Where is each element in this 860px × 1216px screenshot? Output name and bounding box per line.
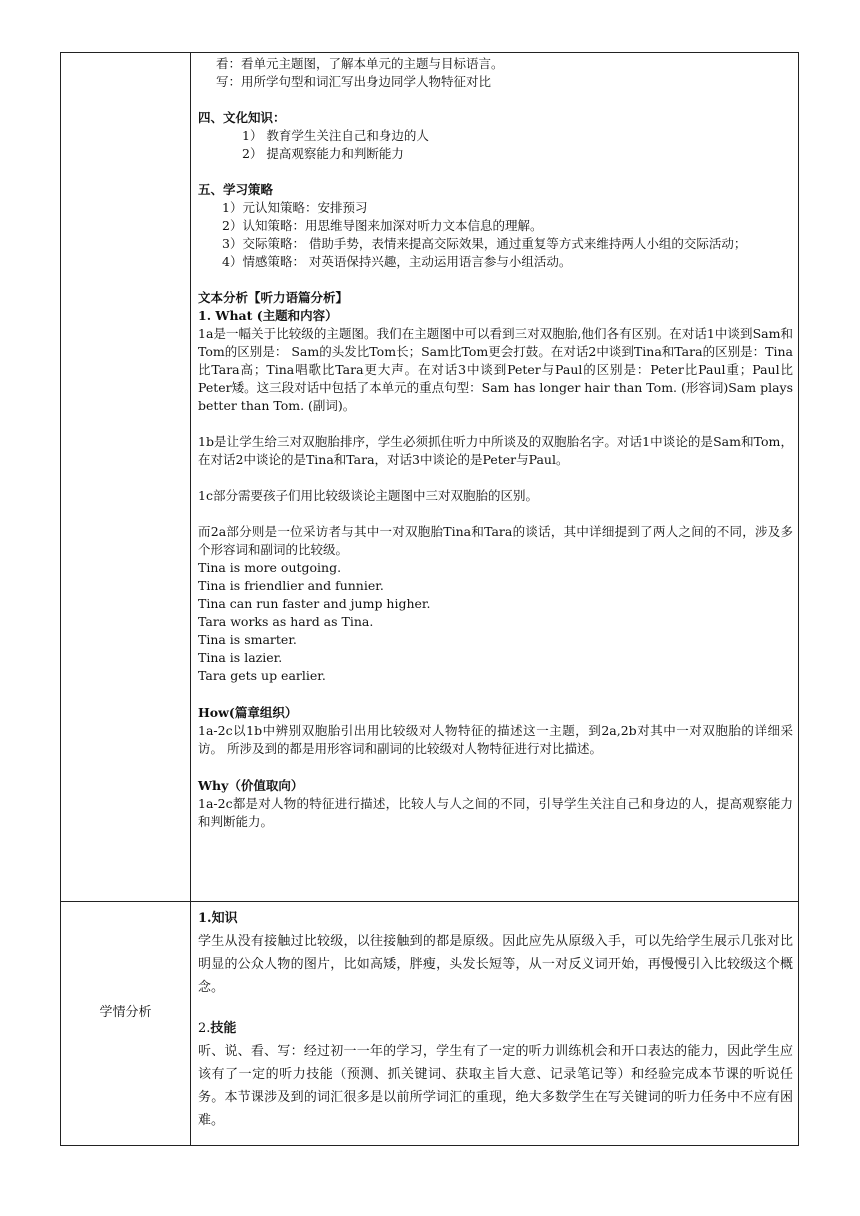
example-sentence: Tina is smarter. bbox=[198, 632, 297, 647]
line-write: 写：用所学句型和词汇写出身边同学人物特征对比 bbox=[216, 74, 492, 89]
lower-content-cell bbox=[198, 907, 793, 1132]
how-heading: How(篇章组织） bbox=[198, 705, 298, 720]
paragraph-2a: 而2a部分则是一位采访者与其中一对双胞胎Tina和Tara的谈话，其中详细提到了两人之间的不同，涉及多个形容词和副词的比较级。 bbox=[198, 524, 793, 557]
why-heading: Why（价值取向） bbox=[198, 778, 304, 793]
row-divider bbox=[61, 901, 798, 902]
culture-item: 1） 教育学生关注自己和身边的人 bbox=[242, 128, 429, 143]
skill-paragraph: 听、说、看、写：经过初一一年的学习，学生有了一定的听力训练机会和开口表达的能力，因此学生应该有了一定的听力技能（预测、抓关键词、获取主旨大意、记录笔记等）和经验完成本节课的听说任务。本节课涉及到的词汇很多是以前所学词汇的重现，绝大多数学生在写关键词的听力任务中不应有困难。 bbox=[198, 1044, 793, 1128]
how-paragraph: 1a-2c以1b中辨别双胞胎引出用比较级对人物特征的描述这一主题，到2a,2b对其中一对双胞胎的详细采访。 所涉及到的都是用形容词和副词的比较级对人物特征进行对比描述。 bbox=[198, 723, 793, 756]
strategy-item: 4）情感策略： 对英语保持兴趣，主动运用语言参与小组活动。 bbox=[222, 254, 572, 269]
analysis-heading: 文本分析【听力语篇分析】 bbox=[198, 290, 349, 305]
line-look: 看：看单元主题图，了解本单元的主题与目标语言。 bbox=[216, 56, 504, 71]
why-paragraph: 1a-2c都是对人物的特征进行描述，比较人与人之间的不同，引导学生关注自己和身边的人，提高观察能力和判断能力。 bbox=[198, 796, 793, 829]
skill-heading bbox=[198, 1017, 793, 1040]
what-heading: 1. What (主题和内容） bbox=[198, 308, 338, 323]
culture-item: 2） 提高观察能力和判断能力 bbox=[242, 146, 404, 161]
example-sentence: Tina is more outgoing. bbox=[198, 560, 342, 575]
knowledge-heading: 1.知识 bbox=[198, 911, 238, 926]
example-sentence: Tina can run faster and jump higher. bbox=[198, 596, 431, 611]
example-sentence: Tara gets up earlier. bbox=[198, 668, 326, 683]
strategy-item: 1）元认知策略：安排预习 bbox=[222, 200, 368, 215]
example-sentence: Tara works as hard as Tina. bbox=[198, 614, 374, 629]
paragraph-1b: 1b是让学生给三对双胞胎排序，学生必须抓住听力中所谈及的双胞胎名字。对话1中谈论的是Sam和Tom，在对话2中谈论的是Tina和Tara，对话3中谈论的是Peter与Paul。 bbox=[198, 434, 793, 467]
lesson-plan-table bbox=[60, 52, 799, 1146]
upper-content-cell bbox=[198, 55, 793, 831]
skill-heading-text: 技能 bbox=[210, 1021, 237, 1036]
example-sentence: Tina is lazier. bbox=[198, 650, 283, 665]
column-divider bbox=[190, 53, 191, 1145]
culture-heading: 四、文化知识： bbox=[198, 110, 286, 125]
strategy-item: 3）交际策略： 借助手势，表情来提高交际效果，通过重复等方式来维持两人小组的交际活动； bbox=[222, 236, 747, 251]
paragraph-1c: 1c部分需要孩子们用比较级谈论主题图中三对双胞胎的区别。 bbox=[198, 488, 538, 503]
example-sentence: Tina is friendlier and funnier. bbox=[198, 578, 384, 593]
skill-heading-number: 2. bbox=[198, 1021, 211, 1036]
knowledge-paragraph: 学生从没有接触过比较级，以往接触到的都是原级。因此应先从原级入手，可以先给学生展示几张对比明显的公众人物的图片，比如高矮，胖瘦，头发长短等，从一对反义词开始，再慢慢引入比较级这个概念。 bbox=[198, 934, 793, 995]
strategy-heading: 五、学习策略 bbox=[198, 182, 274, 197]
row-label-student-analysis: 学情分析 bbox=[99, 1005, 152, 1020]
strategy-item: 2）认知策略：用思维导图来加深对听力文本信息的理解。 bbox=[222, 218, 543, 233]
paragraph-1a: 1a是一幅关于比较级的主题图。我们在主题图中可以看到三对双胞胎,他们各有区别。在对话1中谈到Sam和Tom的区别是： Sam的头发比Tom长；Sam比Tom更会打鼓。在对话2中谈到Tina和Tara的区别是：Tina比Tara高；Tina唱歌比Tara更大声。在对话3中谈到Peter与Paul的区别是：Peter比Paul重；Paul比Peter矮。这三段对话中包括了本单元的重点句型：Sam has longer hair than Tom. (形容词)Sam plays better than Tom. (副词)。 bbox=[198, 326, 794, 413]
